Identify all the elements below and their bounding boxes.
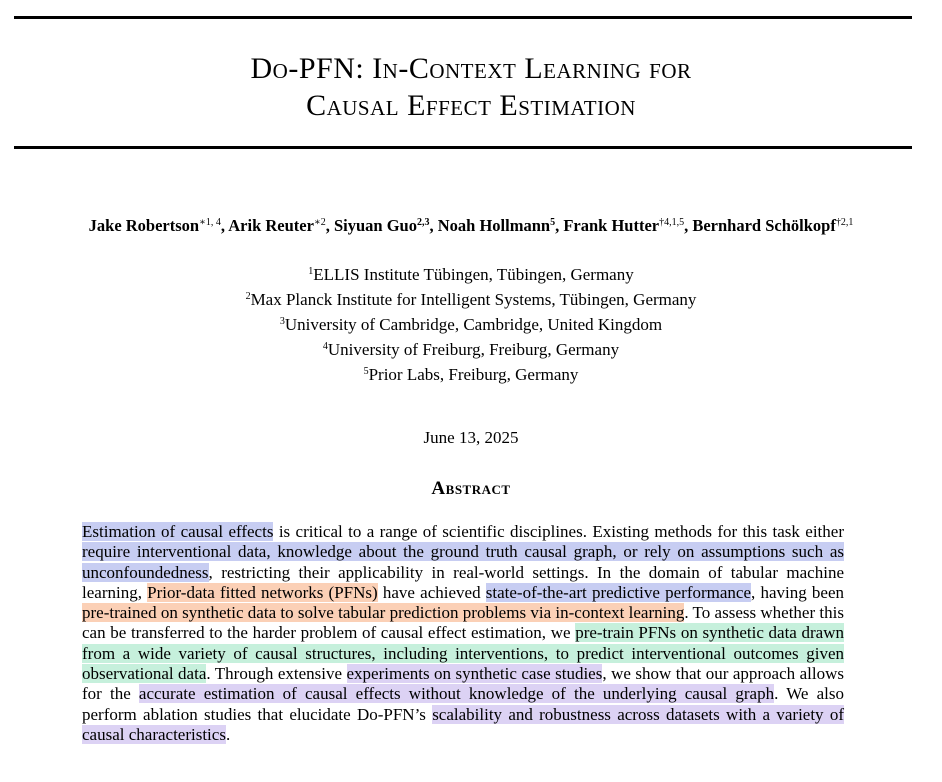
affiliation-text: Prior Labs, Freiburg, Germany xyxy=(368,365,579,384)
abstract-text: . To assess whether this can be transferred to the harder problem of causal effect estimation, we xyxy=(82,603,844,643)
author-marks: †2,1 xyxy=(835,217,854,228)
highlighted-phrase-blue: state-of-the-art predictive performance xyxy=(485,582,751,602)
highlighted-phrase-blue: Estimation of causal effects xyxy=(82,522,274,541)
author-list: Jake Robertson$^{∗1, 4}$, Arik Reuter$^{∗2}$, Siyuan Guo$^{2,3}$, Noah Hollmann$^5$, Frank Hutter$^{\dagger 4,1,5}$, Bernhard Schölkopf$^{\dagger 2,1}$ xyxy=(88,216,854,235)
author-marks: ∗1, 4 xyxy=(199,217,221,228)
affiliation xyxy=(0,336,942,361)
abstract-text: , we show that our approach allows for the xyxy=(82,664,844,704)
highlighted-phrase-purple: experiments on synthetic case studies xyxy=(346,664,603,684)
affiliation-number: 4 xyxy=(322,341,328,352)
title-line-2: Causal Effect Estimation xyxy=(306,89,636,122)
affiliation xyxy=(0,311,942,336)
author-marks: †4,1,5 xyxy=(659,217,685,228)
abstract-heading: Abstract xyxy=(431,478,511,499)
abstract-text: have achieved xyxy=(377,582,486,602)
affiliation-number: 3 xyxy=(279,316,285,327)
author-marks: 2,3 xyxy=(416,217,430,228)
abstract-text: , restricting their applicability in real-world settings. In the domain of tabular machine learning, xyxy=(82,562,844,602)
highlighted-phrase-blue: require interventional data, knowledge about the ground truth causal graph, or rely on assumptions such as unconfoundedness xyxy=(82,542,844,582)
affiliation-text: Max Planck Institute for Intelligent Systems, Tübingen, Germany xyxy=(250,290,697,309)
affiliation xyxy=(0,261,942,286)
publication-date: June 13, 2025 xyxy=(423,428,519,447)
abstract-text: . We also perform ablation studies that elucidate Do-PFN’s xyxy=(82,684,844,724)
highlighted-phrase-green: pre-train PFNs on synthetic data drawn from a wide variety of causal structures, including interventions, to predict interventional outcomes given observational data xyxy=(82,623,845,684)
affiliation-text: ELLIS Institute Tübingen, Tübingen, Germany xyxy=(313,265,634,284)
abstract-text: . xyxy=(225,724,231,744)
paper-title xyxy=(0,50,942,124)
affiliation-text: University of Freiburg, Freiburg, Germany xyxy=(327,340,620,359)
abstract-text: is critical to a range of scientific disciplines. Existing methods for this task either xyxy=(273,522,844,541)
author-name: Bernhard Schölkopf xyxy=(692,216,836,235)
abstract-body xyxy=(82,522,844,745)
title-bottom-rule xyxy=(14,146,912,149)
author-name: Frank Hutter xyxy=(563,216,660,235)
title-top-rule xyxy=(14,16,912,19)
author-name: Arik Reuter xyxy=(228,216,314,235)
author-name: Noah Hollmann xyxy=(437,216,551,235)
abstract-text: , having been xyxy=(751,582,844,602)
author-name: Jake Robertson xyxy=(88,216,200,235)
abstract-text: . Through extensive xyxy=(206,664,347,684)
highlighted-phrase-orange: pre-trained on synthetic data to solve tabular prediction problems via in-context learning xyxy=(82,603,685,623)
affiliation-number: 1 xyxy=(308,266,314,277)
author-marks: ∗2 xyxy=(313,217,326,228)
affiliation-text: University of Cambridge, Cambridge, United Kingdom xyxy=(284,315,663,334)
highlighted-phrase-purple: scalability and robustness across datasets with a variety of causal characteristics xyxy=(82,704,844,744)
author-marks: 5 xyxy=(550,217,556,228)
author-name: Siyuan Guo xyxy=(333,216,417,235)
affiliation-number: 2 xyxy=(245,291,251,302)
affiliation xyxy=(0,361,942,386)
highlighted-phrase-purple: accurate estimation of causal effects without knowledge of the underlying causal graph xyxy=(138,684,775,704)
highlighted-phrase-orange: Prior-data fitted networks (PFNs) xyxy=(147,582,378,602)
title-line-1: Do-PFN: In-Context Learning for xyxy=(250,52,692,85)
affiliation-number: 5 xyxy=(363,366,369,377)
affiliation xyxy=(0,286,942,311)
affiliation-list xyxy=(0,261,942,386)
